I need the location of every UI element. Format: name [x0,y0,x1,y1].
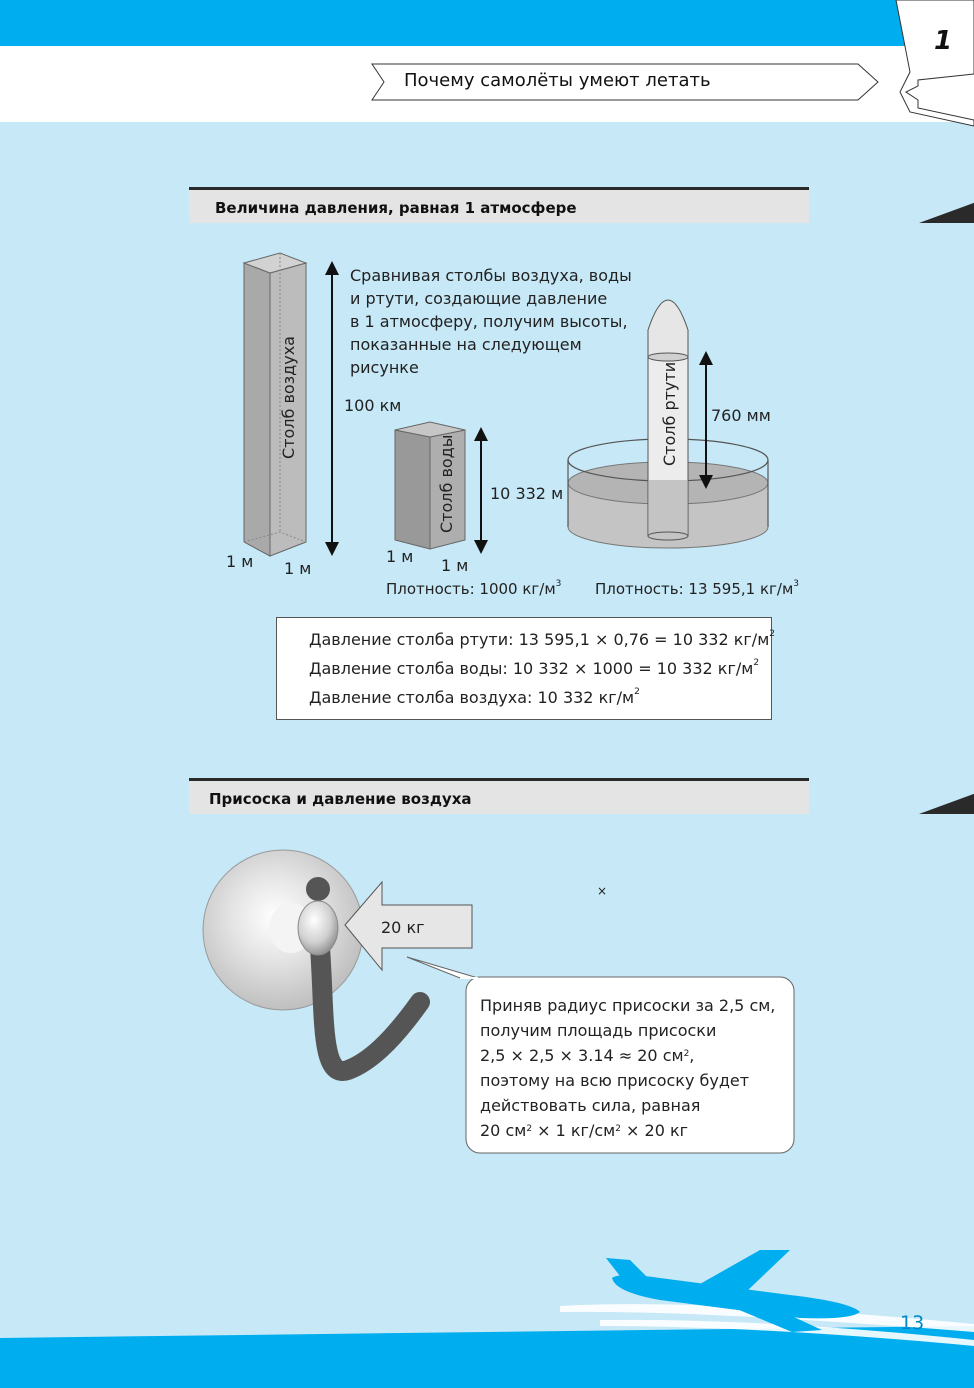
section-title: Присоска и давление воздуха [209,790,472,808]
mercury-column-label: Столб ртути [660,361,679,466]
description-line: Сравнивая столбы воздуха, воды [350,266,632,285]
callout-text [480,993,775,1143]
callout-line: Приняв радиус присоски за 2,5 см, [480,996,776,1015]
footer-decoration [0,1240,974,1388]
air-height-label: 100 км [344,396,402,415]
callout-line: получим площадь присоски [480,1021,717,1040]
page-header-title: Почему самолёты умеют летать [404,70,711,91]
force-label: 20 кг [381,918,425,937]
formula-water: Давление столба воды: 10 332 × 1000 = 10 332 $кг/м^2$ [309,658,760,678]
formula-box [276,617,775,720]
section-title: Величина давления, равная 1 атмосфере [215,199,577,217]
mercury-height-label: 760 мм [711,406,771,425]
stray-mark: × [597,884,608,898]
page-number: 13 [900,1312,925,1334]
mercury-density: Плотность: 13 595,1 $кг/м^3$ [595,579,800,598]
suction-cup-knob [298,901,338,955]
callout-line: действовать сила, равная [480,1096,701,1115]
description-line: рисунке [350,358,419,377]
description-line: показанные на следующем [350,335,582,354]
water-width-label: 1 м [386,547,414,566]
hook-top [306,877,330,901]
water-column-label: Столб воды [437,434,456,533]
callout-line: 2,5 × 2,5 × 3.14 ≈ 20 $см^2$, [480,1046,695,1065]
callout-line: 20 $см^2 \times 1$ $кг/см^2 \times 20$ кг [480,1121,689,1140]
description-line: в 1 атмосферу, получим высоты, [350,312,628,331]
section1-description [350,264,632,379]
water-height-label: 10 332 м [490,484,564,503]
callout-line: поэтому на всю присоску будет [480,1071,750,1090]
footer-band [0,1326,974,1388]
water-depth-label: 1 м [441,556,469,575]
water-density: Плотность: 1000 $кг/м^3$ [386,579,562,598]
formula-mercury: Давление столба ртути: 13 595,1 × 0,76 = 10 332 $кг/м^2$ [309,629,775,649]
air-column-label: Столб воздуха [279,336,298,459]
chapter-number: 1 [934,26,953,56]
air-depth-label: 1 м [284,559,312,578]
callout-pointer [407,957,478,978]
formula-air: Давление столба воздуха: 10 332 $кг/м^2$ [309,687,640,707]
air-width-label: 1 м [226,552,254,571]
description-line: и ртути, создающие давление [350,289,608,308]
